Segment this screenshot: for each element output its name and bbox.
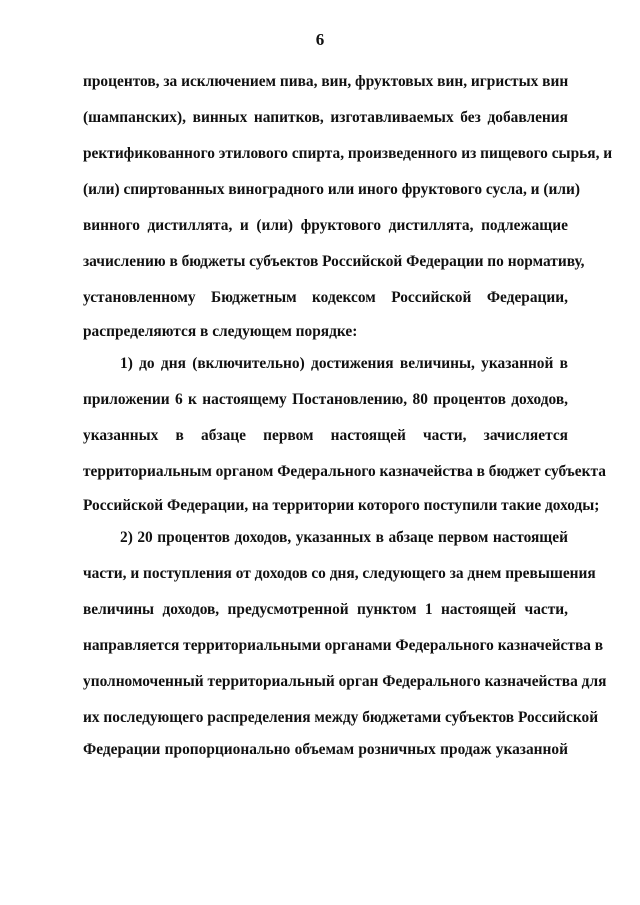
text-line: (или) спиртованных виноградного или иного фруктового сусла, и (или) (83, 181, 580, 198)
text-line: Российской Федерации, на территории которого поступили такие доходы; (83, 497, 600, 514)
text-line: распределяются в следующем порядке: (83, 323, 358, 340)
text-line: уполномоченный территориальный орган Федерального казначейства для (83, 673, 607, 690)
text-line: установленному Бюджетным кодексом Российской Федерации, (83, 289, 568, 306)
text-line: указанных в абзаце первом настоящей части, зачисляется (83, 427, 568, 444)
text-line: направляется территориальными органами Федерального казначейства в (83, 637, 604, 654)
text-line: части, и поступления от доходов со дня, следующего за днем превышения (83, 565, 596, 582)
text-line: Федерации пропорционально объемам розничных продаж указанной (83, 741, 568, 758)
text-line: (шампанских), винных напитков, изготавливаемых без добавления (83, 109, 568, 126)
text-line: приложении 6 к настоящему Постановлению, 80 процентов доходов, (83, 391, 568, 408)
list-item-1-first-line: 1) до дня (включительно) достижения величины, указанной в (120, 355, 568, 372)
text-line: зачислению в бюджеты субъектов Российской Федерации по нормативу, (83, 253, 585, 270)
text-line: их последующего распределения между бюджетами субъектов Российской (83, 709, 599, 726)
text-line: ректификованного этилового спирта, произведенного из пищевого сырья, и (83, 145, 613, 162)
text-line: величины доходов, предусмотренной пунктом 1 настоящей части, (83, 601, 568, 618)
text-line: винного дистиллята, и (или) фруктового дистиллята, подлежащие (83, 217, 568, 234)
list-item-2-first-line: 2) 20 процентов доходов, указанных в абзаце первом настоящей (120, 529, 568, 546)
text-line: процентов, за исключением пива, вин, фруктовых вин, игристых вин (83, 73, 569, 90)
text-line: территориальным органом Федерального казначейства в бюджет субъекта (83, 463, 606, 480)
page-number: 6 (315, 30, 325, 49)
